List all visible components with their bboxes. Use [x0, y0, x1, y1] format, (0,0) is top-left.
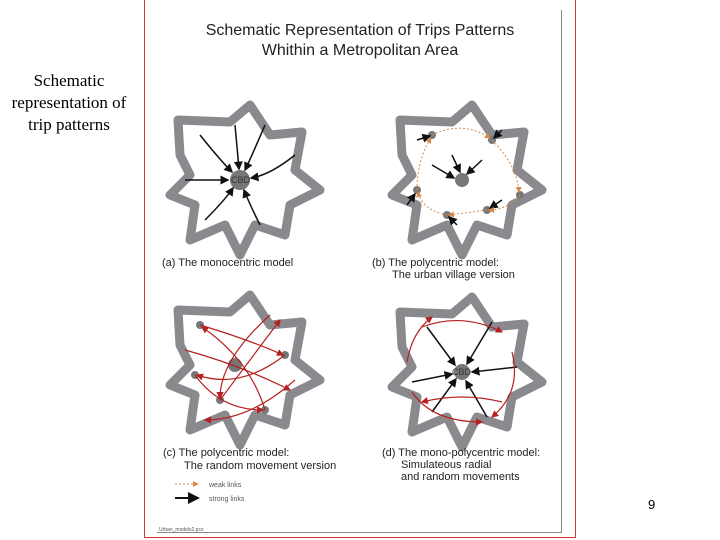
panel-c-label: (c) The polycentric model:	[163, 447, 290, 459]
page-number: 9	[648, 497, 656, 512]
figure-filename: Urban_models2.pcx	[159, 527, 204, 533]
panel-c-map	[170, 295, 320, 445]
legend-weak-label: weak links	[209, 482, 242, 489]
panel-b-label: (b) The polycentric model:	[372, 257, 499, 269]
title-line-1: Schematic Representation of Trips Patterns	[205, 22, 515, 39]
panel-d-sublabel: Simulateous radial and random movements	[401, 459, 520, 483]
panel-b-sublabel: The urban village version	[392, 269, 515, 281]
slide-title: Schematic representation of trip patterns	[11, 71, 127, 134]
cbd-label-d: CBD	[452, 367, 472, 377]
title-line-2: Whithin a Metropolitan Area	[261, 42, 459, 59]
panel-b-map	[392, 105, 542, 255]
legend-strong-label: strong links	[209, 496, 245, 503]
panel-c-sublabel: The random movement version	[184, 460, 337, 472]
cbd-label-a: CBD	[231, 175, 251, 185]
panel-d-label: (d) The mono-polycentric model:	[382, 447, 541, 459]
panel-a-label: (a) The monocentric model	[162, 257, 294, 269]
